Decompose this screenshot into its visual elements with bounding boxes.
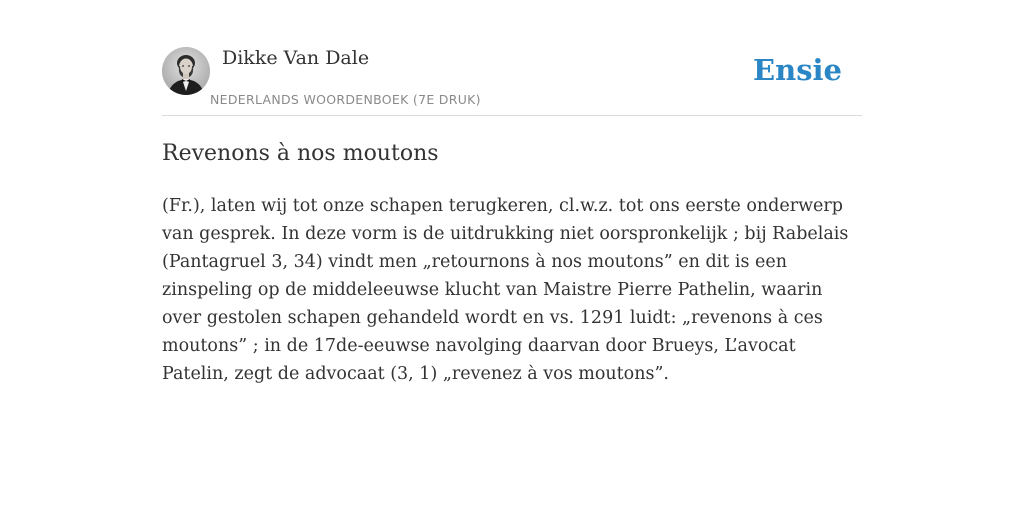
entry-card [162,0,862,384]
entry-definition: (Fr.), laten wij tot onze schapen terugkeren, cl.w.z. tot ons eerste onderwerp van gesprek. In deze vorm is de uitdrukking niet oorspronkelijk ; bij Rabelais (Pantagruel 3, 34) vindt men „retournons à nos moutons” en dit is een zinspeling op de middeleeuwse klucht van Maistre Pierre Pathelin, waarin over gestolen schapen gehandeld wordt en vs. 1291 luidt: „revenons à ces moutons” ; in de 17de-eeuwse navolging daarvan door Brueys, L’avocat Patelin, zegt de advocaat (3, 1) „revenez à vos moutons”. [162,196,849,384]
entry-title: Revenons à nos moutons [162,141,439,166]
author-avatar[interactable] [162,47,210,95]
brand-logo[interactable]: Ensie [753,53,842,87]
source-name[interactable]: NEDERLANDS WOORDENBOEK (7E DRUK) [210,92,481,107]
author-name[interactable]: Dikke Van Dale [222,47,370,69]
author-portrait-icon [162,47,210,95]
entry-header [162,0,862,116]
